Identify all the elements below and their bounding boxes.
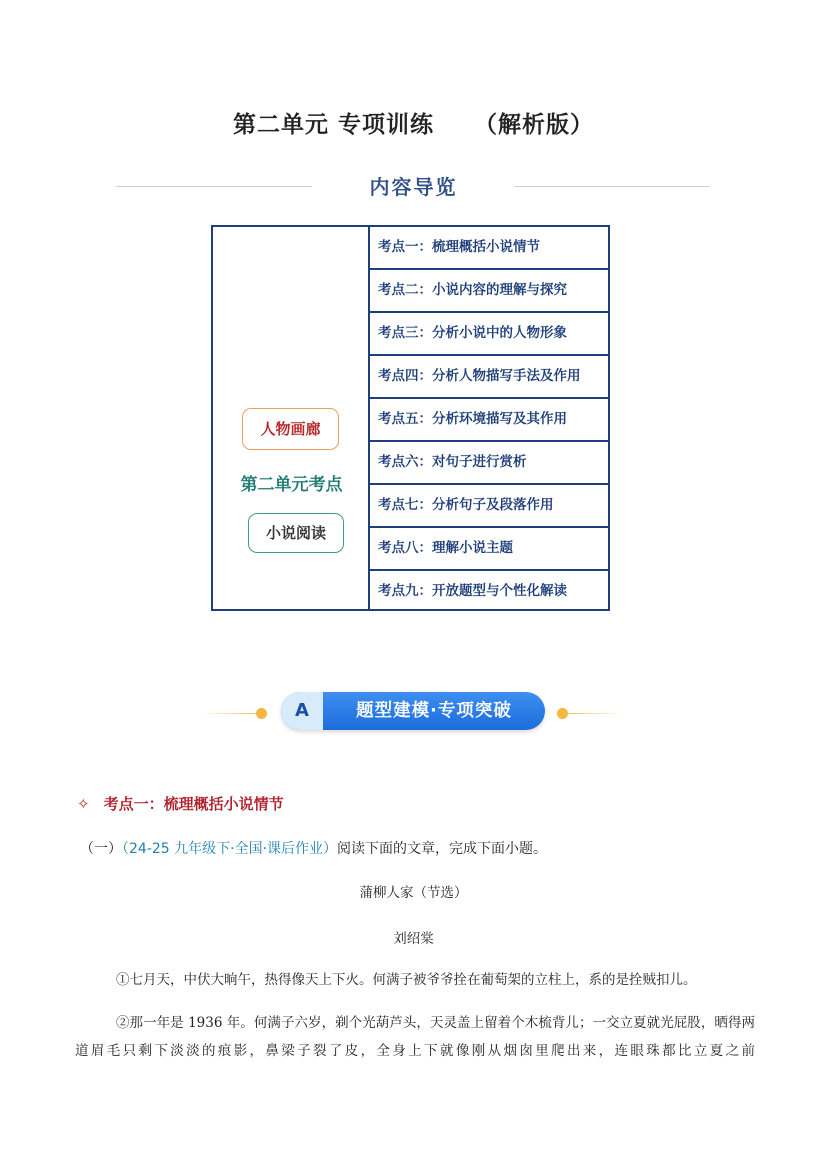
- unit-topics-label: 第二单元考点: [240, 475, 343, 495]
- toc-items: [370, 227, 608, 609]
- toc-item[interactable]: 考点七：分析句子及段落作用: [370, 485, 608, 528]
- toc-item[interactable]: 考点六：对句子进行赏析: [370, 442, 608, 485]
- essay-title: 蒲柳人家（节选）: [359, 885, 468, 901]
- question-source: （24-25 九年级下·全国·课后作业）: [122, 841, 338, 857]
- toc-left-panel: [213, 227, 370, 609]
- essay-paragraph: ①七月天，中伏大晌午，热得像天上下火。何满子被爷爷拴在葡萄架的立柱上，系的是拴贼扣儿。: [116, 972, 697, 988]
- sparkle-icon: ✧: [77, 795, 90, 813]
- section-heading-text: 考点一：梳理概括小说情节: [103, 795, 284, 813]
- banner-line-left: [200, 713, 260, 714]
- question-line: [80, 838, 547, 858]
- content-overview-header: [0, 168, 827, 202]
- section-banner: [0, 690, 827, 730]
- content-overview-title: 内容导览: [369, 175, 458, 199]
- essay-author: 刘绍棠: [393, 931, 434, 947]
- title-suffix: （解析版）: [474, 112, 594, 138]
- essay-paragraph: ②那一年是 1936 年。何满子六岁，剃个光葫芦头，天灵盖上留着个木梳背儿；一交立夏就光屁股，晒得两道眉毛只剩下淡淡的痕影，鼻梁子裂了皮，全身上下就像刚从烟囱里爬出来，连眼珠都比立夏之前: [75, 1015, 755, 1059]
- banner-pill: [281, 692, 545, 730]
- banner-dot-left: [256, 708, 267, 719]
- banner-text: 题型建模·专项突破: [356, 701, 512, 721]
- badge-novel-reading: 小说阅读: [248, 513, 344, 553]
- banner-letter: A: [281, 692, 323, 730]
- toc-item[interactable]: 考点四：分析人物描写手法及作用: [370, 356, 608, 399]
- toc-item[interactable]: 考点一：梳理概括小说情节: [370, 227, 608, 270]
- toc-item[interactable]: 考点三：分析小说中的人物形象: [370, 313, 608, 356]
- document-title: [0, 106, 827, 139]
- title-main: 第二单元 专项训练: [232, 112, 434, 138]
- toc-item[interactable]: 考点九：开放题型与个性化解读: [378, 583, 567, 599]
- toc-item[interactable]: 考点八：理解小说主题: [370, 528, 608, 571]
- toc-item[interactable]: 考点五：分析环境描写及其作用: [370, 399, 608, 442]
- section-heading: [77, 793, 284, 814]
- question-text: 阅读下面的文章，完成下面小题。: [337, 841, 548, 857]
- badge-character-gallery: 人物画廊: [242, 408, 339, 450]
- question-prefix: （一）: [80, 841, 122, 857]
- toc-table: [211, 225, 610, 611]
- divider-right: [514, 186, 710, 187]
- banner-line-right: [564, 713, 624, 714]
- toc-item[interactable]: 考点二：小说内容的理解与探究: [370, 270, 608, 313]
